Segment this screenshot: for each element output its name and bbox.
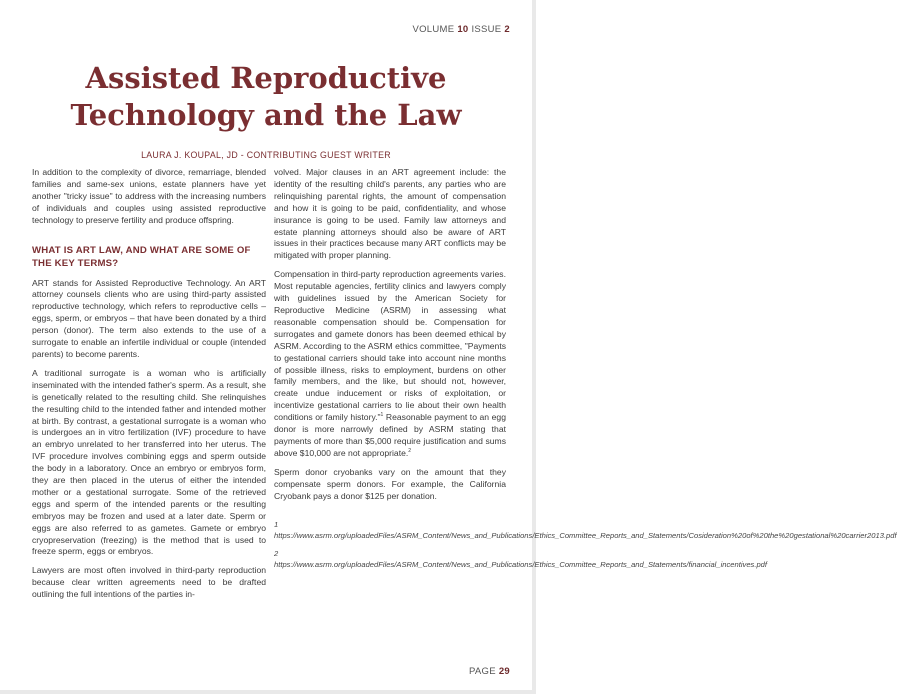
footnote-1[interactable]: 1 https://www.asrm.org/uploadedFiles/ASRM_Content/News_and_Publications/Ethics_Committee_Reports_and_Statements/Cosideration%20of%20the%20gestational%20carrier2013.pdf — [274, 520, 897, 541]
volume-issue-header — [412, 24, 510, 35]
compensation-text: Compensation in third-party reproduction agreements varies. Most reputable agencies, fertility clinics and lawyers comply with guidelines issued by the American Society for Reproductive Medicine (ASRM) in assessing what reasonable compensation should be. Compensation for surrogates and gamete donors has been deemed ethical by ASRM. According to the ASRM ethics committee, "Payments to gestational carriers should take into account nine months of possible illness, risks to employment, burdens on other family members, and the like, but should not, however, create undue inducement or risks of exploitation, or incentivize gestational carriers to lie about their own health conditions or family history." — [274, 269, 506, 423]
volume-label: VOLUME — [412, 24, 455, 35]
page-label: PAGE — [468, 666, 496, 677]
left-column — [32, 167, 266, 608]
page-number — [469, 666, 510, 677]
footnote-2[interactable]: 2 https://www.asrm.org/uploadedFiles/ASRM_Content/News_and_Publications/Ethics_Committee_Reports_and_Statements/financial_incentives.pdf — [274, 549, 768, 570]
agreement-clauses-paragraph: volved. Major clauses in an ART agreement include: the identity of the resulting child's parents, any parties who are relinquishing parental rights, the amount of compensation and how it is going to be paid, confidentiality, and whose insurance is going to be used. Family law attorneys and estate planning attorneys should also be aware of ART issues in their practices because many ART conflicts may be mitigated with proper planning. — [274, 167, 506, 261]
volume-number: 10 — [457, 24, 469, 35]
issue-number: 2 — [504, 24, 510, 35]
article-title — [0, 60, 532, 134]
issue-label: ISSUE — [471, 24, 502, 35]
author-byline: LAURA J. KOUPAL, JD - CONTRIBUTING GUEST WRITER — [141, 150, 391, 160]
surrogate-paragraph: A traditional surrogate is a woman who is artificially inseminated with the intended father's sperm. As a result, she is genetically related to the resulting child. She relinquishes the resulting child to the intended father and intended mother at birth. By contrast, a gestational surrogate is a woman who is undergoes an in vitro fertilization (IVF) procedure to have an embryo unrelated to her transferred into her uterus. The IVF procedure involves combining eggs and sperm outside the body in a laboratory. Once an embryo or embryos form, they are then placed in the uterus of either the intended mother or a gestational surrogate. Some of the retrieved eggs and sperm of the intended parents or the resulting embryos may be frozen and used at a later date. Sperm or eggs are also referred to as gametes. Gamete or embryo cryopreservation (freezing) is the method that is used to freeze sperm, eggs or embryos. — [32, 367, 266, 557]
right-column — [274, 167, 897, 577]
art-definition-paragraph: ART stands for Assisted Reproductive Technology. An ART attorney counsels clients who are using third-party assisted reproductive technology, which refers to reproductive cells – eggs, sperm, or embryos – that have been donated by a third person (donor). The term also extends to the use of a surrogate to enable an infertile individual or couple (intended parents) to become parents. — [32, 277, 266, 359]
article-title-line-1: Assisted Reproductive — [85, 61, 447, 95]
compensation-text-tail: Reasonable payment to an egg donor is more narrowly defined by ASRM stating that payments of more than $5,000 require justification and sums above $10,000 are not appropriate. — [274, 412, 506, 458]
article-title-line-2: Technology and the Law — [70, 98, 462, 132]
page-number-value: 29 — [498, 666, 510, 677]
compensation-paragraph — [274, 269, 506, 460]
lawyers-paragraph: Lawyers are most often involved in third-party reproduction because clear written agreements need to be drafted outlining the full intentions of the parties in- — [32, 565, 266, 600]
section-heading: WHAT IS ART LAW, AND WHAT ARE SOME OF THE KEY TERMS? — [32, 244, 251, 269]
intro-paragraph: In addition to the complexity of divorce, remarriage, blended families and same-sex unions, estate planners have yet another "tricky issue" to address with the increasing numbers of individuals and couples using assisted reproductive technology to preserve fertility and produce offspring. — [32, 167, 266, 225]
cryobank-paragraph: Sperm donor cryobanks vary on the amount that they compensate sperm donors. For example, the California Cryobank pays a donor $125 per donation. — [274, 466, 506, 501]
footnote-ref-1[interactable]: 1 — [380, 412, 384, 419]
footnote-ref-2[interactable]: 2 — [408, 447, 412, 454]
